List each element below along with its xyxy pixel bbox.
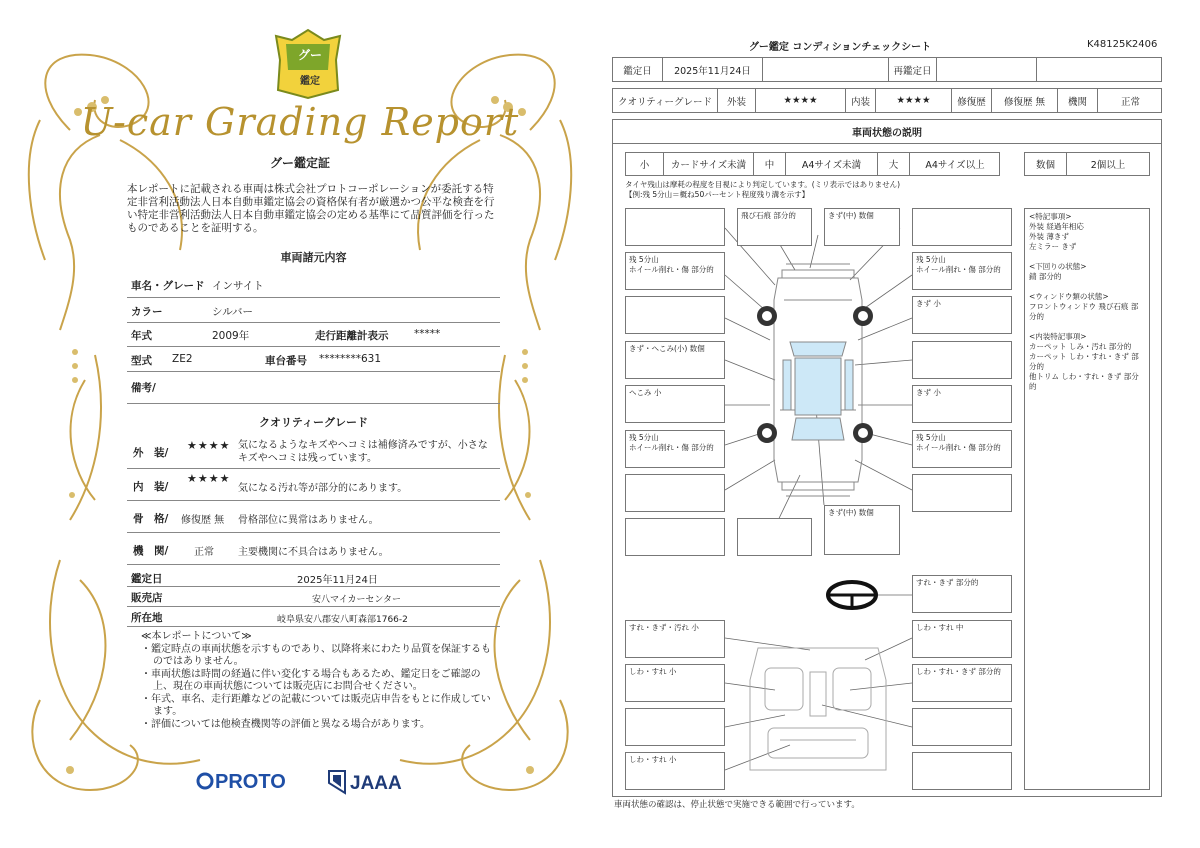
- interior-label: 内 装/: [133, 481, 169, 493]
- note-dash: すれ・きず・汚れ 小: [625, 620, 725, 658]
- feature-line: 左ミラー きず: [1029, 242, 1077, 251]
- note-right-front: しわ・すれ 中: [912, 620, 1012, 658]
- note-left-dent: へこみ 小: [625, 385, 725, 423]
- badge-bottom-text: 鑑定: [300, 76, 320, 87]
- size-large: 大: [878, 153, 910, 175]
- interior-line: 他トリム しわ・すれ・きず 部分的: [1029, 372, 1139, 391]
- sheet-ext-label: 外装: [718, 89, 756, 112]
- note-rear-scratch: きず(中) 数個: [824, 505, 900, 555]
- note-rear-seat: しわ・すれ 小: [625, 752, 725, 790]
- model-label: 型式: [131, 355, 152, 367]
- windshield-glass: [790, 342, 846, 356]
- shop-value: 安八マイカーセンター: [312, 595, 402, 605]
- info-row-shop: [127, 587, 500, 607]
- note-top-chip: 飛び石痕 部分的: [737, 208, 812, 246]
- note-item: ・鑑定時点の車両状態を示すものであり、以降将来にわたり品質を保証するものではありません。: [141, 643, 491, 667]
- remarks-label: 備考/: [131, 382, 156, 394]
- rear-glass: [792, 418, 844, 440]
- shop-label: 販売店: [131, 592, 163, 604]
- proto-logo-icon: [196, 770, 214, 792]
- model-value: ZE2: [172, 353, 193, 365]
- steering-wheel-icon: [828, 582, 876, 608]
- redate-label: 再鑑定日: [889, 58, 937, 81]
- sheet-date-value: 2025年11月24日: [663, 58, 763, 81]
- address-label: 所在地: [131, 612, 163, 624]
- tire-note-1: タイヤ残山は摩耗の程度を目視により判定しています。(ミリ表示ではありません): [625, 180, 901, 189]
- tire-note-2: 【例:残 5分山＝概ね50パーセント程度残り溝を示す】: [625, 190, 810, 199]
- name-value: インサイト: [212, 280, 264, 292]
- frame-value: 修復歴 無: [181, 515, 225, 526]
- interior-line: カーペット しわ・すれ・きず 部分的: [1029, 352, 1139, 371]
- note-box-empty: [737, 518, 812, 556]
- size-mid-desc: A4サイズ未満: [786, 153, 878, 175]
- note-right-seat: しわ・すれ・きず 部分的: [912, 664, 1012, 702]
- year-label: 年式: [131, 330, 152, 342]
- roof-glass: [795, 358, 841, 415]
- date-label: 鑑定日: [131, 573, 163, 585]
- chassis-label: 車台番号: [265, 355, 307, 367]
- goo-badge-icon: [276, 30, 340, 98]
- address-value: 岐阜県安八郡安八町森部1766-2: [277, 615, 408, 625]
- engine-value: 正常: [194, 547, 214, 558]
- note-left-dent-scratch: きず・へこみ(小) 数個: [625, 341, 725, 379]
- note-box-empty: [912, 708, 1012, 746]
- interior-comment: 気になる汚れ等が部分的にあります。: [238, 483, 408, 494]
- badge-top-text: グー: [297, 48, 322, 62]
- note-box-empty: [912, 341, 1012, 379]
- sheet-title: グー鑑定 コンディションチェックシート: [748, 42, 932, 53]
- note-box-empty: [912, 208, 1012, 246]
- note-lf-tire: 残 5分山 ホイール削れ・傷 部分的: [625, 252, 725, 290]
- sheet-repair-label: 修復歴: [952, 89, 992, 112]
- grade-row-engine: [127, 533, 500, 565]
- grade-row-exterior: [127, 433, 500, 469]
- frame-label: 骨 格/: [133, 513, 169, 525]
- note-right-scratch: きず 小: [912, 296, 1012, 334]
- interior-heading: <内装特記事項>: [1029, 332, 1087, 341]
- note-box-empty: [912, 752, 1012, 790]
- spec-row-color: [127, 298, 500, 323]
- interior-line: カーペット しみ・汚れ 部分的: [1029, 342, 1132, 351]
- certificate-subtitle: グー鑑定証: [269, 156, 330, 170]
- sheet-code: K48125K2406: [1087, 39, 1158, 50]
- feature-line: 外装 経過年相応: [1029, 222, 1084, 231]
- grade-heading: クオリティーグレード: [259, 416, 368, 429]
- note-rr-tire: 残 5分山 ホイール削れ・傷 部分的: [912, 430, 1012, 468]
- year-value: 2009年: [212, 330, 250, 342]
- count-value: 2個以上: [1090, 160, 1126, 171]
- features-heading: <特記事項>: [1029, 212, 1072, 221]
- certificate-title: U-car Grading Report: [80, 100, 520, 144]
- color-label: カラー: [131, 306, 163, 318]
- undercarriage-line: 錆 部分的: [1029, 272, 1062, 281]
- note-item: ・評価については他検査機関等の評価と異なる場合があります。: [141, 718, 430, 730]
- proto-logo-text: PROTO: [215, 771, 286, 793]
- engine-comment: 主要機関に不具合はありません。: [238, 547, 389, 558]
- window-heading: <ウィンドウ類の状態>: [1029, 292, 1109, 301]
- info-row-date: [127, 566, 500, 587]
- note-item: ・年式、車名、走行距離などの記載については販売店申告をもとに作成しています。: [141, 693, 491, 717]
- sheet-int-stars: ★★★★: [876, 89, 952, 112]
- sheet-grade-label: クオリティーグレード: [613, 89, 718, 112]
- sheet-date-label: 鑑定日: [613, 58, 663, 81]
- exterior-stars: ★★★★: [187, 439, 231, 452]
- jaaa-logo-icon: [327, 769, 347, 795]
- note-right-scratch-2: きず 小: [912, 385, 1012, 423]
- note-rf-tire: 残 5分山 ホイール削れ・傷 部分的: [912, 252, 1012, 290]
- sheet-repair-value: 修復歴 無: [992, 89, 1058, 112]
- sheet-footer: 車両状態の確認は、停止状態で実施できる範囲で行っています。: [614, 800, 860, 810]
- special-notes-panel: [1024, 208, 1150, 790]
- name-label: 車名・グレード: [131, 280, 205, 292]
- note-item: ・車両状態は時間の経過に伴い変化する場合もあるため、鑑定日をご確認の上、現在の車両状態については販売店にお問合せください。: [141, 668, 481, 692]
- note-box-empty: [625, 296, 725, 334]
- sheet-engine-label: 機関: [1058, 89, 1098, 112]
- report-notes: [141, 631, 496, 731]
- jaaa-logo-text: JAAA: [350, 773, 402, 794]
- date-value: 2025年11月24日: [297, 575, 378, 586]
- sheet-int-label: 内装: [846, 89, 876, 112]
- note-box-empty: [625, 208, 725, 246]
- undercarriage-heading: <下回りの状態>: [1029, 262, 1087, 271]
- note-box-empty: [625, 708, 725, 746]
- note-box-empty: [625, 474, 725, 512]
- frame-comment: 骨格部位に異常はありません。: [238, 515, 379, 526]
- spec-heading: 車両諸元内容: [280, 251, 347, 264]
- feature-line: 外装 薄きず: [1029, 232, 1069, 241]
- condition-heading: 車両状態の説明: [613, 120, 1161, 144]
- interior-stars: ★★★★: [187, 472, 231, 485]
- mileage-value: *****: [414, 328, 441, 340]
- size-mid: 中: [754, 153, 786, 175]
- spec-row-model: [127, 347, 500, 372]
- exterior-comment: 気になるようなキズやヘコミは補修済みですが、小さなキズやヘコミは残っています。: [238, 440, 488, 464]
- spec-row-remarks: [127, 372, 500, 404]
- note-box-empty: [912, 474, 1012, 512]
- note-left-seat: しわ・すれ 小: [625, 664, 725, 702]
- spec-row-name: [127, 272, 500, 298]
- count-label: 数個: [1025, 153, 1067, 175]
- sheet-ext-stars: ★★★★: [756, 89, 846, 112]
- exterior-label: 外 装/: [133, 447, 169, 459]
- mileage-label: 走行距離計表示: [315, 330, 389, 342]
- engine-label: 機 関/: [133, 545, 169, 557]
- note-steering: すれ・きず 部分的: [912, 575, 1012, 613]
- note-box-empty: [625, 518, 725, 556]
- size-small: 小: [626, 153, 664, 175]
- size-large-desc: A4サイズ以上: [925, 160, 985, 171]
- certificate-statement: 本レポートに記載される車両は株式会社プロトコーポレーションが委託する特定非営利活動法人日本自動車鑑定協会の資格保有者が厳選かつ公平な検査を行い特定非営利活動法人日本自動車鑑定協会の定める基準にて品質評価を行ったものであることを証明する。: [127, 183, 495, 234]
- notes-heading: ≪本レポートについて≫: [141, 631, 252, 642]
- sheet-engine-value: 正常: [1120, 96, 1140, 108]
- grade-row-frame: [127, 501, 500, 533]
- grade-row-interior: [127, 469, 500, 501]
- note-top-scratch: きず(中) 数個: [824, 208, 900, 246]
- condition-check-sheet: [600, 0, 1200, 848]
- spec-row-year: [127, 323, 500, 347]
- window-line: フロントウィンドウ 飛び石痕 部分的: [1029, 302, 1139, 321]
- color-value: シルバー: [212, 306, 254, 318]
- size-small-desc: カードサイズ未満: [664, 153, 754, 175]
- note-lr-tire: 残 5分山 ホイール削れ・傷 部分的: [625, 430, 725, 468]
- chassis-value: ********631: [319, 353, 382, 365]
- info-row-address: [127, 607, 500, 627]
